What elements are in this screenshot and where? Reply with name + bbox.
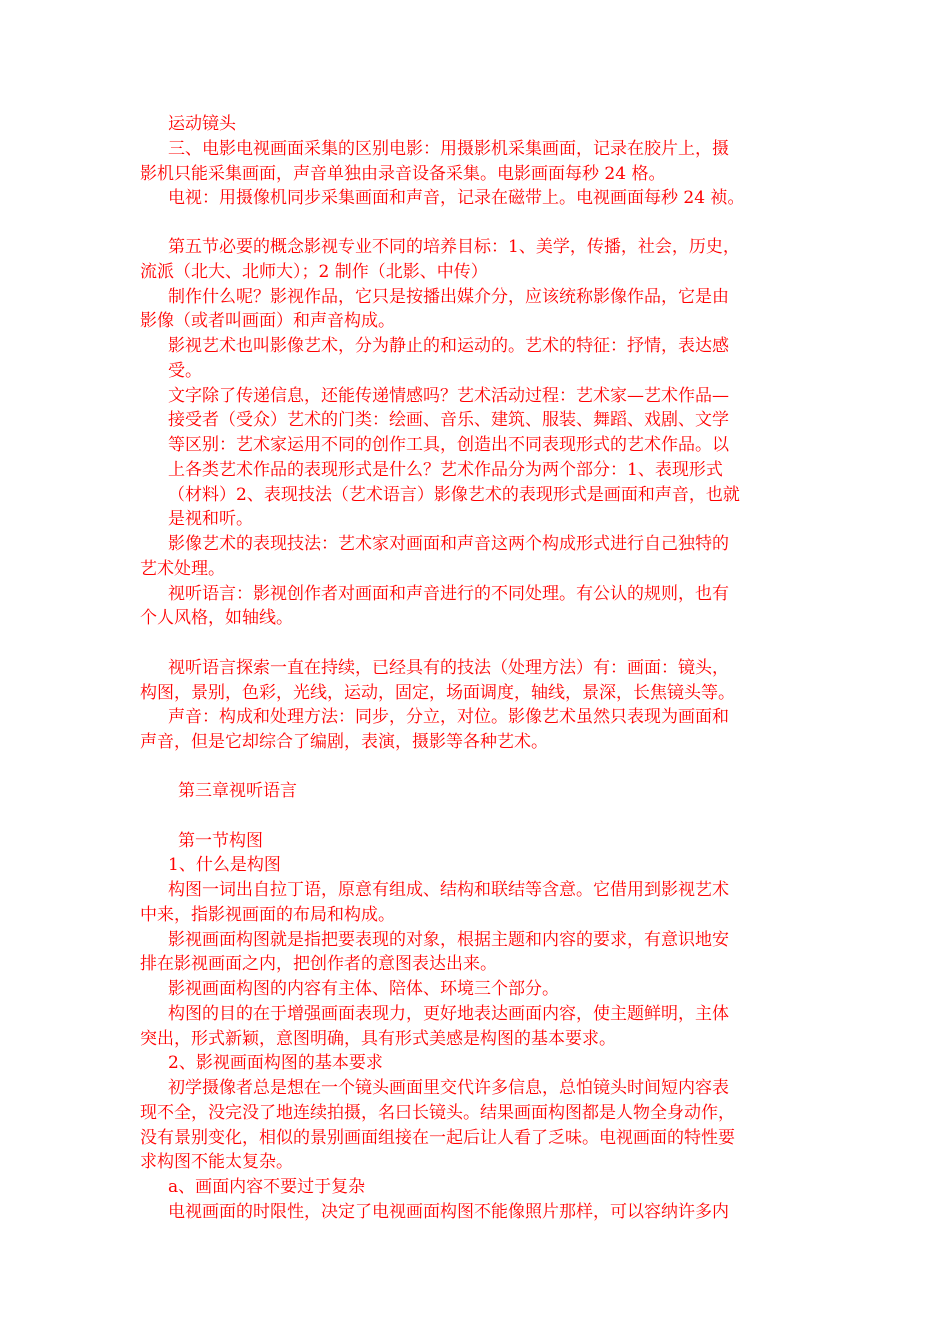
text-line: 上各类艺术作品的表现形式是什么？艺术作品分为两个部分：1、表现形式 — [168, 460, 723, 480]
text-line: 影视画面构图就是指把要表现的对象，根据主题和内容的要求，有意识地安 — [168, 930, 729, 950]
text-line: 构图，景别，色彩，光线，运动，固定，场面调度，轴线，景深，长焦镜头等。 — [140, 683, 735, 703]
text-line: 影像艺术的表现技法：艺术家对画面和声音这两个构成形式进行自己独特的 — [168, 534, 729, 554]
chapter-heading: 第三章视听语言 — [178, 781, 297, 801]
text-line: 接受者（受众）艺术的门类：绘画、音乐、建筑、服装、舞蹈、戏剧、文学 — [168, 410, 729, 430]
text-line: 第五节必要的概念影视专业不同的培养目标：1、美学，传播，社会，历史， — [168, 237, 740, 257]
text-line: 流派（北大、北师大）；2 制作（北影、中传） — [140, 262, 488, 282]
text-line: 视听语言探索一直在持续，已经具有的技法（处理方法）有：画面：镜头， — [168, 658, 729, 678]
text-line: 初学摄像者总是想在一个镜头画面里交代许多信息，总怕镜头时间短内容表 — [168, 1078, 729, 1098]
text-line: 运动镜头 — [168, 114, 236, 134]
text-line: 求构图不能太复杂。 — [140, 1152, 293, 1172]
text-line: 声音：构成和处理方法：同步，分立，对位。影像艺术虽然只表现为画面和 — [168, 707, 729, 727]
text-line: 现不全，没完没了地连续拍摄，名曰长镜头。结果画面构图都是人物全身动作， — [140, 1103, 735, 1123]
text-line: 受。 — [168, 361, 202, 381]
text-line: 个人风格，如轴线。 — [140, 608, 293, 628]
text-line: 电视：用摄像机同步采集画面和声音，记录在磁带上。电视画面每秒 24 祯。 — [168, 188, 745, 208]
section-heading: 第一节构图 — [178, 831, 263, 851]
text-line: 是视和听。 — [168, 509, 253, 529]
text-line: 突出，形式新颖，意图明确，具有形式美感是构图的基本要求。 — [140, 1029, 616, 1049]
text-line: 电视画面的时限性，决定了电视画面构图不能像照片那样，可以容纳许多内 — [168, 1202, 729, 1222]
text-line: 构图的目的在于增强画面表现力，更好地表达画面内容，使主题鲜明，主体 — [168, 1004, 729, 1024]
text-line: 影视艺术也叫影像艺术，分为静止的和运动的。艺术的特征：抒情，表达感 — [168, 336, 729, 356]
text-line: 构图一词出自拉丁语，原意有组成、结构和联结等含意。它借用到影视艺术 — [168, 880, 729, 900]
text-line: 声音，但是它却综合了编剧，表演，摄影等各种艺术。 — [140, 732, 548, 752]
text-line: 艺术处理。 — [140, 559, 225, 579]
text-line: 文字除了传递信息，还能传递情感吗？艺术活动过程：艺术家—艺术作品— — [168, 386, 729, 406]
text-line: 没有景别变化，相似的景别画面组接在一起后让人看了乏味。电视画面的特性要 — [140, 1128, 735, 1148]
text-line: 排在影视画面之内，把创作者的意图表达出来。 — [140, 954, 497, 974]
text-line: 等区别：艺术家运用不同的创作工具，创造出不同表现形式的艺术作品。以 — [168, 435, 729, 455]
text-line: 1、什么是构图 — [168, 855, 281, 875]
text-line: 影视画面构图的内容有主体、陪体、环境三个部分。 — [168, 979, 559, 999]
text-line: a、画面内容不要过于复杂 — [168, 1177, 366, 1197]
text-line: 制作什么呢？影视作品，它只是按播出媒介分，应该统称影像作品，它是由 — [168, 287, 729, 307]
text-line: 影机只能采集画面，声音单独由录音设备采集。电影画面每秒 24 格。 — [140, 164, 666, 184]
text-line: 影像（或者叫画面）和声音构成。 — [140, 311, 395, 331]
text-line: （材料）2、表现技法（艺术语言）影像艺术的表现形式是画面和声音，也就 — [168, 485, 740, 505]
text-line: 三、电影电视画面采集的区别电影：用摄影机采集画面，记录在胶片上，摄 — [168, 139, 729, 159]
text-line: 中来，指影视画面的布局和构成。 — [140, 905, 395, 925]
text-line: 视听语言：影视创作者对画面和声音进行的不同处理。有公认的规则，也有 — [168, 584, 729, 604]
text-line: 2、影视画面构图的基本要求 — [168, 1053, 383, 1073]
